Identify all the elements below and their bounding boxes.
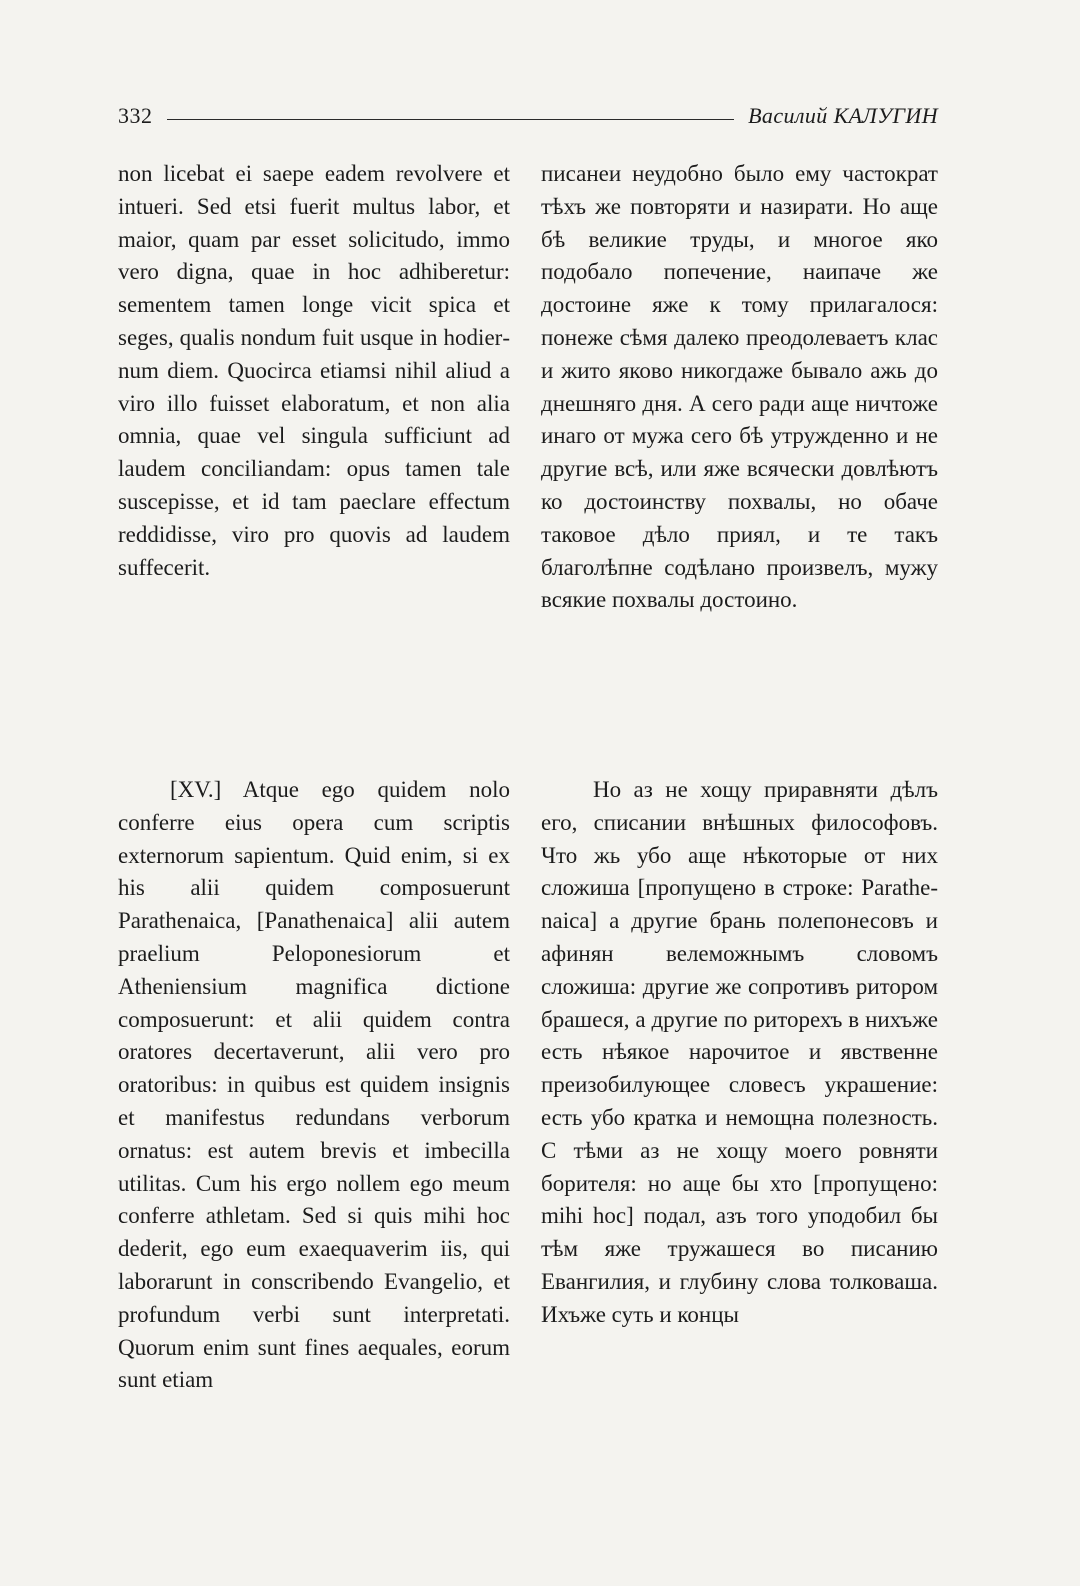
header-rule [167, 119, 735, 120]
page-number: 332 [118, 103, 153, 128]
latin-column-top [118, 158, 510, 584]
slavonic-paragraph-2: Но аз не хощу приравняти дѣлъ его, списании внѣшных философовъ. Что жь убо аще нѣкоторые от них сложиша [пропущено в строке: Parathenaica] а другие брань полепонесовъ и афинян велеможнымъ словомъ сложиша: другие же сопротивъ ритором брашеся, а другие по риторехъ в нихъже есть нѣякое нарочитое и явственне преизобилующее словесъ украшение: есть убо кратка и немощна полезность. С тѣми аз не хощу моего ровняти борителя: но аще бы хто [пропущено: mihi hoc] подал, азъ того уподобил бы тѣм яже тружашеся во писанию Евангилия, и глубину слова толковаша. Ихъже суть и концы [541, 777, 938, 1327]
running-head [118, 98, 938, 134]
slavonic-paragraph-1: писанеи неудобно было ему частократ тѣхъ же повторяти и назирати. Но аще бѣ великие труды, и многое яко подобало попечение, наипаче же достоине яже к тому прилагалося: понеже сѣмя далеко преодолеваетъ клас и жито яково никогдаже бывало ажь до днешняго дня. А сего ради аще ничтоже инаго от мужа сего бѣ утружденно и не другие всѣ, или яже всячески довлѣютъ ко достоинству похвалы, но обаче таковое дѣло приял, и те такъ благолѣпне содѣлано произвелъ, мужу всякие похвалы достоино. [541, 161, 938, 613]
latin-paragraph-2: [XV.] Atque ego quidem nolo conferre eius opera cum scriptis externorum sapientum. Quid enim, si ex his alii quidem composuerunt Parathenaica, [Panathenaica] alii autem praelium Peloponesiorum et Atheniensium magnifica dictione composuerunt: et alii quidem contra oratores decertaverunt, alii vero pro oratoribus: in quibus est quidem insignis et manifestus redundans verborum ornatus: est autem brevis et imbecilla utilitas. Cum his ergo nollem ego meum conferre athletam. Sed si quis mihi hoc dederit, ego eum exaequaverim iis, qui laborarunt in conscribendo Evangelio, et profundum verbi sunt interpretati. Quorum enim sunt fines aequales, eorum sunt etiam [118, 777, 510, 1393]
slavonic-column-top [541, 158, 938, 617]
latin-column-bottom [118, 774, 510, 1397]
latin-paragraph-1: non licebat ei saepe eadem revolvere et intueri. Sed etsi fuerit multus labor, et maior, quam par esset solicitudo, immo vero digna, quae in hoc adhiberetur: sementem tamen longe vicit spica et seges, qualis nondum fuit usque in hodiernum diem. Quocirca etiamsi nihil aliud a viro illo fuisset elaboratum, et non alia omnia, quae vel singula sufficiunt ad laudem conciliandam: opus tamen tale suscepisse, et id tam paeclare effectum reddidisse, viro pro quovis ad laudem suffecerit. [118, 161, 510, 580]
running-head-author: Василий КАЛУГИН [748, 103, 938, 128]
slavonic-column-bottom [541, 774, 938, 1332]
